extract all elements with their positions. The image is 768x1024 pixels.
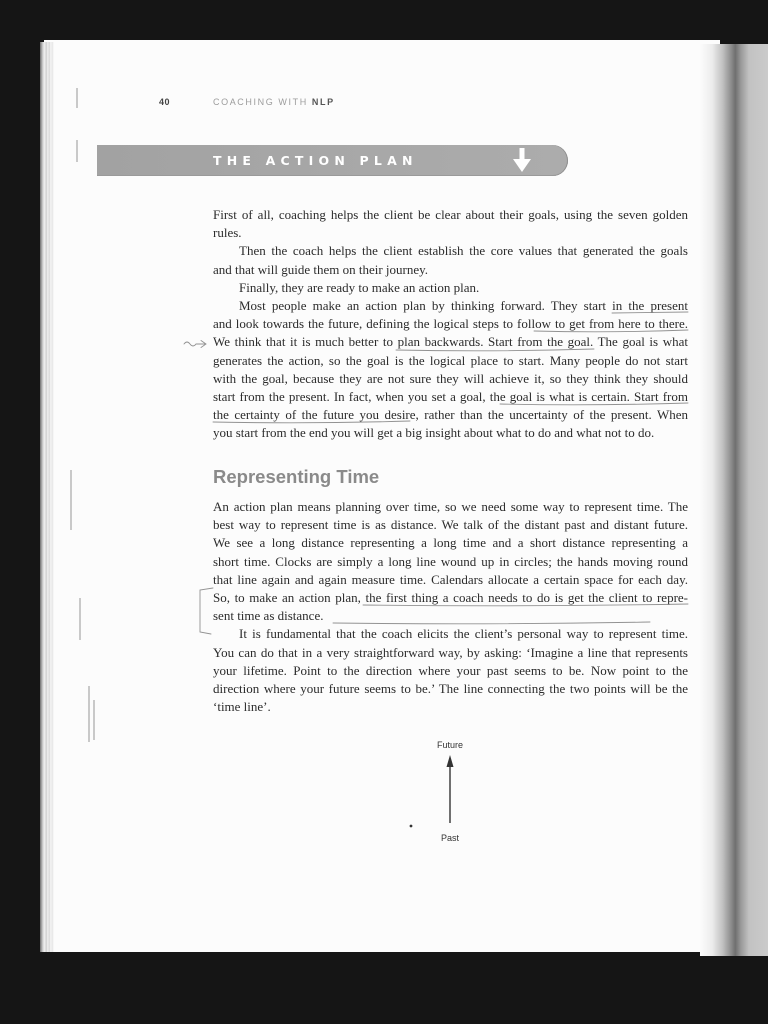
section-banner xyxy=(97,145,568,176)
text-line: ‘time line’. xyxy=(213,699,271,715)
book-page xyxy=(44,40,720,952)
text-line: generates the action, so the goal is the logical place to start. Many people do not start xyxy=(213,352,688,368)
text-line: the certainty of the future you desire, rather than the uncertainty of the present. When xyxy=(213,407,688,423)
text-line: and that will guide them on their journey. xyxy=(213,261,429,277)
diagram-label-past: Past xyxy=(440,833,459,843)
text-line: short time. Clocks are simply a long line wound up in circles; the hands moving round xyxy=(213,553,688,569)
text-line: rules. xyxy=(213,225,242,241)
text-line: with the goal, because they are not sure they will achieve it, so they think they should xyxy=(213,370,688,386)
text-line: We think that it is much better to plan backwards. Start from the goal. The goal is what xyxy=(213,334,688,350)
book-gutter-shadow xyxy=(700,44,768,956)
text-line: and look towards the future, defining the logical steps to follow to get from here to there. xyxy=(213,316,688,332)
arrow-down-icon xyxy=(512,146,532,174)
scan-mark xyxy=(76,140,78,162)
text-line: direction where your future seems to be.’ The line connecting the two points will be the xyxy=(213,680,688,696)
diagram-label-future: Future xyxy=(436,740,463,750)
scan-mark xyxy=(79,598,81,640)
running-title xyxy=(213,96,335,108)
scan-mark xyxy=(70,470,72,530)
text-line: you start from the end you will get a big insight about what to do and what not to do. xyxy=(213,425,655,441)
text-line: best way to represent time is as distance. We talk of the distant past and distant future. xyxy=(213,517,688,533)
text-line: that line again and again measure time. Calendars allocate a certain space for each day. xyxy=(213,571,688,587)
paragraph xyxy=(213,279,688,297)
scan-mark xyxy=(88,686,90,742)
body-text xyxy=(213,206,688,442)
running-title-bold: NLP xyxy=(311,97,335,107)
page-stack-edge xyxy=(40,42,60,952)
text-line: First of all, coaching helps the client be clear about their goals, using the seven golden xyxy=(213,207,688,222)
running-title-text: COACHING WITH xyxy=(213,97,308,107)
text-line: start from the present. In fact, when you set a goal, the goal is what is certain. Start from xyxy=(213,388,688,404)
text-line: It is fundamental that the coach elicits the client’s personal way to represent time. xyxy=(239,626,688,642)
text-line: sent time as distance. xyxy=(213,608,324,624)
paragraph xyxy=(213,242,688,278)
text-line: Then the coach helps the client establish the core values that generated the goals xyxy=(239,243,688,259)
page-number: 40 xyxy=(159,97,171,107)
paragraph xyxy=(213,498,688,625)
paragraph xyxy=(213,297,688,443)
text-line: your lifetime. Point to the direction where your past seems to be. Now point to the xyxy=(213,662,688,678)
text-line: Most people make an action plan by thinking forward. They start in the present xyxy=(239,297,688,313)
section-heading: Representing Time xyxy=(213,466,380,487)
text-line: An action plan means planning over time, so we need some way to represent time. The xyxy=(213,499,688,514)
scan-mark xyxy=(76,88,78,108)
text-line: You can do that in a very straightforward way, by asking: ‘Imagine a line that represents xyxy=(213,644,688,660)
text-line: Finally, they are ready to make an action plan. xyxy=(239,279,480,295)
paragraph xyxy=(213,206,688,242)
arrow-up-icon xyxy=(440,752,460,827)
text-line: So, to make an action plan, the first thing a coach needs to do is get the client to repre- xyxy=(213,589,688,605)
paragraph xyxy=(213,625,688,716)
banner-title: THE ACTION PLAN xyxy=(213,153,418,168)
text-line: We see a long distance representing a long time and a short distance representing a xyxy=(213,535,688,551)
body-text xyxy=(213,498,688,716)
scan-mark xyxy=(93,700,95,740)
